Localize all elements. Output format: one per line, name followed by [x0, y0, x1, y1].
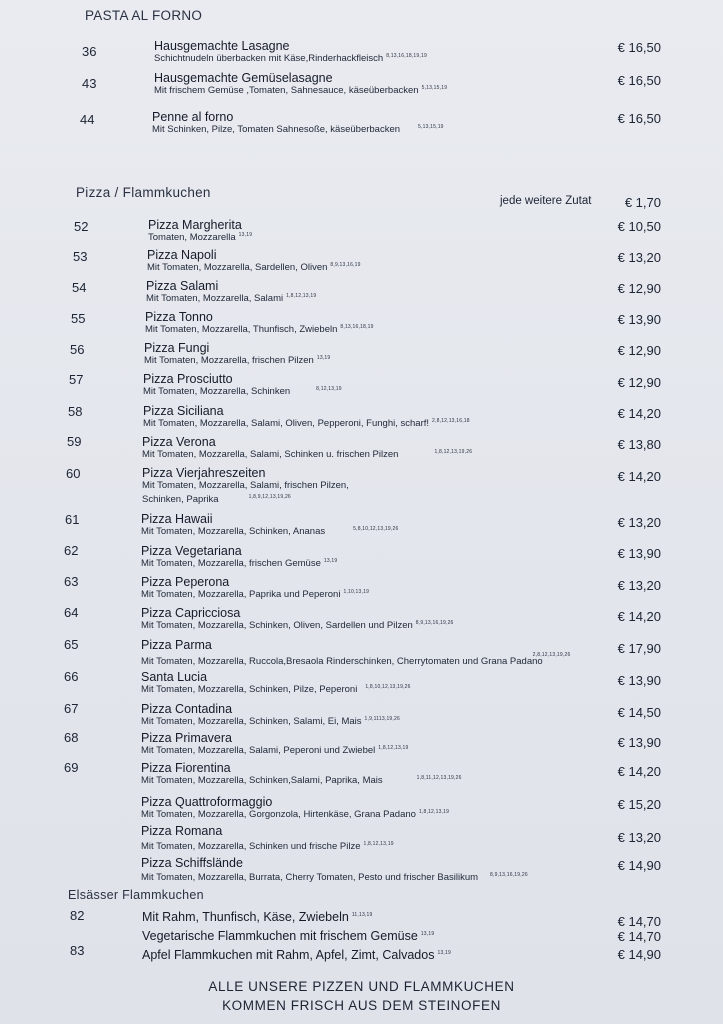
item-number: 69: [64, 760, 79, 775]
item-description: Mit Tomaten, Mozzarella, Schinken,Salami, Paprika, Mais $^{1,8,11,12,13,19,26}$: [141, 775, 462, 787]
item-title: Pizza Capricciosa: [141, 606, 241, 620]
item-title: Pizza Hawaii: [141, 512, 213, 526]
footer-line-2: KOMMEN FRISCH AUS DEM STEINOFEN: [222, 998, 501, 1013]
item-description: Mit Tomaten, Mozzarella, Burrata, Cherry Tomaten, Pesto und frischer Basilikum $^{8,9,13,16,19,26}$: [141, 872, 528, 884]
allergen-codes: 1,8,9,12,13,19,26: [248, 494, 291, 500]
item-description: Tomaten, Mozzarella $^{13,19}$: [148, 232, 253, 244]
allergen-codes: 8,9,13,16,19,26: [415, 620, 454, 626]
item-price: € 13,90: [617, 546, 661, 561]
item-title: Hausgemachte Lasagne: [154, 39, 290, 53]
item-title: Santa Lucia: [141, 670, 208, 684]
allergen-codes: 11,13,19: [351, 911, 373, 918]
item-description: Mit Tomaten, Mozzarella, Paprika und Peperoni $^{1,10,13,19}$: [141, 589, 370, 601]
item-title: Pizza Margherita: [148, 218, 242, 232]
item-title: Pizza Vegetariana: [141, 544, 242, 558]
section-title-pasta: PASTA AL FORNO: [85, 8, 203, 23]
allergen-codes: 2,8,12,13,19,26: [532, 652, 571, 658]
item-description: Mit Tomaten, Mozzarella, Salami $^{1,8,12,13,19}$: [146, 293, 317, 305]
allergen-codes: 2,8,12,13,16,18: [432, 418, 470, 424]
item-description: Mit Tomaten, Mozzarella, Schinken, Pilze, Peperoni $^{1,8,10,12,13,19,26}$: [141, 684, 411, 696]
allergen-codes: 1,9,1113,19,26: [364, 716, 400, 722]
item-title: Pizza Fungi: [144, 341, 210, 355]
allergen-codes: 13,19: [437, 949, 451, 956]
allergen-codes: 1,8,12,13,19: [363, 841, 394, 847]
item-title: Pizza Peperona: [141, 575, 230, 589]
item-number: 66: [64, 669, 79, 684]
item-price: € 14,20: [617, 469, 661, 484]
item-price: € 14,70: [617, 929, 661, 944]
item-price: € 12,90: [617, 343, 661, 358]
item-price: € 13,20: [617, 250, 661, 265]
item-description: Mit Tomaten, Mozzarella, Schinken, Ananas $^{5,8,10,12,13,19,26}$: [141, 526, 399, 538]
item-description: Mit Tomaten, Mozzarella, Schinken und frische Pilze $^{1,8,12,13,19}$: [141, 841, 394, 853]
item-price: € 14,70: [617, 914, 661, 929]
item-price: € 13,20: [617, 830, 661, 845]
allergen-codes: 8,9,13,16,19,26: [490, 872, 528, 878]
item-title: Pizza Parma: [141, 638, 212, 652]
item-number: 63: [64, 574, 79, 589]
item-number: 68: [64, 730, 79, 745]
item-title: Penne al forno: [152, 110, 234, 124]
item-price: € 14,20: [617, 609, 661, 624]
item-title: Pizza Prosciutto: [143, 372, 233, 386]
item-title: Pizza Salami: [146, 279, 219, 293]
item-title: Pizza Vierjahreszeiten: [142, 466, 266, 480]
item-title: Pizza Quattroformaggio: [141, 795, 273, 809]
item-number: 54: [72, 280, 87, 295]
item-number: 61: [65, 512, 80, 527]
allergen-codes: 8,13,16,18,19,19: [386, 53, 427, 59]
allergen-codes: 13,19: [323, 558, 338, 564]
allergen-codes: 13,19: [420, 930, 435, 937]
item-price: € 14,90: [617, 947, 661, 962]
item-description: Mit Tomaten, Mozzarella, Schinken, Oliven, Sardellen und Pilzen $^{8,9,13,16,19,26}$: [141, 620, 454, 632]
item-number: 59: [67, 434, 82, 449]
item-description: Mit Tomaten, Mozzarella, Sardellen, Oliven $^{8,9,13,16,19}$: [147, 262, 361, 274]
item-number: 53: [73, 249, 88, 264]
item-description: Mit Tomaten, Mozzarella, frischen Gemüse $^{13,19}$: [141, 558, 338, 570]
item-description: Schichtnudeln überbacken mit Käse,Rinderhackfleisch $^{8,13,16,18,19,19}$: [154, 53, 427, 65]
item-description: Mit Tomaten, Mozzarella, Salami, Peperoni und Zwiebel $^{1,8,12,13,19}$: [141, 745, 409, 757]
item-number: 83: [70, 943, 85, 958]
item-number: 65: [64, 637, 79, 652]
item-price: € 14,90: [617, 858, 661, 873]
item-price: € 13,20: [617, 578, 661, 593]
item-title: Pizza Siciliana: [143, 404, 224, 418]
item-number: 43: [82, 76, 97, 91]
item-description: Mit Tomaten, Mozzarella, Gorgonzola, Hirtenkäse, Grana Padano $^{1,8,12,13,19}$: [141, 809, 450, 821]
allergen-codes: 1,8,12,13,19: [378, 745, 409, 751]
item-price: € 15,20: [617, 797, 661, 812]
item-number: 82: [70, 908, 85, 923]
item-description: Mit Tomaten, Mozzarella, Salami, Oliven, Pepperoni, Funghi, scharf! $^{2,8,12,13,16,18}$: [143, 418, 470, 430]
item-price: € 16,50: [617, 111, 661, 126]
item-number: 67: [64, 701, 79, 716]
allergen-codes: 5,13,15,19: [421, 85, 448, 91]
section-title-pizza: Pizza / Flammkuchen: [76, 185, 211, 200]
allergen-codes: 8,13,16,18,19: [340, 324, 374, 330]
footer-line-1: ALLE UNSERE PIZZEN UND FLAMMKUCHEN: [208, 979, 515, 994]
allergen-codes: 1,8,12,13,19,26: [434, 449, 473, 455]
allergen-codes: 1,10,13,19: [343, 589, 370, 595]
item-price: € 14,20: [617, 764, 661, 779]
item-price: € 14,50: [617, 705, 661, 720]
item-price: € 13,20: [617, 515, 661, 530]
allergen-codes: 8,9,13,16,19: [330, 262, 361, 268]
item-price: € 13,80: [617, 437, 661, 452]
item-title: Pizza Napoli: [147, 248, 217, 262]
item-description: Mit frischem Gemüse ,Tomaten, Sahnesauce, käseüberbacken $^{5,13,15,19}$: [154, 85, 448, 97]
item-description: Mit Tomaten, Mozzarella, frischen Pilzen $^{13,19}$: [144, 355, 331, 367]
item-number: 55: [71, 311, 86, 326]
item-number: 62: [64, 543, 79, 558]
extra-topping-price: € 1,70: [624, 195, 661, 210]
item-title: Apfel Flammkuchen mit Rahm, Apfel, Zimt, Calvados $^{13,19}$: [142, 948, 451, 962]
item-title: Pizza Schiffslände: [141, 856, 243, 870]
item-number: 64: [64, 605, 79, 620]
extra-topping-label: jede weitere Zutat: [500, 195, 592, 207]
allergen-codes: 1,8,10,12,13,19,26: [365, 684, 411, 690]
item-description: Mit Tomaten, Mozzarella, Schinken $^{8,12,13,19}$: [143, 386, 342, 398]
item-number: 58: [68, 404, 83, 419]
item-title: Vegetarische Flammkuchen mit frischem Gemüse $^{13,19}$: [142, 929, 435, 943]
item-price: € 12,90: [617, 281, 661, 296]
section-title-flammkuchen: Elsässer Flammkuchen: [68, 888, 204, 902]
allergen-codes: 1,8,12,13,19: [286, 293, 317, 299]
item-title: Pizza Contadina: [141, 702, 233, 716]
item-number: 56: [70, 342, 85, 357]
allergen-codes: 5,13,15,19: [418, 124, 444, 130]
allergen-codes: 1,8,12,13,19: [418, 809, 450, 815]
item-title: Pizza Tonno: [145, 310, 213, 324]
item-title: Mit Rahm, Thunfisch, Käse, Zwiebeln $^{11,13,19}$: [142, 910, 373, 924]
item-price: € 16,50: [617, 73, 661, 88]
item-description-continued: Schinken, Paprika $^{1,8,9,12,13,19,26}$: [142, 494, 291, 506]
item-price: € 12,90: [617, 375, 661, 390]
item-title: Pizza Verona: [142, 435, 216, 449]
item-description: Mit Schinken, Pilze, Tomaten Sahnesoße, käseüberbacken $^{5,13,15,19}$: [152, 124, 444, 136]
item-price: € 13,90: [617, 735, 661, 750]
item-title: Pizza Primavera: [141, 731, 232, 745]
allergen-codes: 13,19: [238, 232, 253, 238]
allergen-codes: 1,8,11,12,13,19,26: [416, 775, 462, 781]
item-number: 57: [69, 372, 84, 387]
item-description: Mit Tomaten, Mozzarella, Ruccola,Bresaola Rinderschinken, Cherrytomaten und Grana Padano$^{2,8,12,13,19,26}$: [141, 652, 571, 667]
item-number: 60: [66, 466, 81, 481]
item-price: € 17,90: [617, 641, 661, 656]
item-description: Mit Tomaten, Mozzarella, Thunfisch, Zwiebeln $^{8,13,16,18,19}$: [145, 324, 374, 336]
item-number: 52: [74, 219, 89, 234]
allergen-codes: 13,19: [316, 355, 331, 361]
allergen-codes: 5,8,10,12,13,19,26: [353, 526, 399, 532]
item-description: Mit Tomaten, Mozzarella, Salami, frischen Pilzen,: [142, 480, 349, 491]
item-title: Hausgemachte Gemüselasagne: [154, 71, 333, 85]
item-price: € 14,20: [617, 406, 661, 421]
item-description: Mit Tomaten, Mozzarella, Schinken, Salami, Ei, Mais $^{1,9,1113,19,26}$: [141, 716, 400, 728]
item-price: € 13,90: [617, 673, 661, 688]
item-price: € 16,50: [617, 40, 661, 55]
item-price: € 13,90: [617, 312, 661, 327]
allergen-codes: 8,12,13,19: [316, 386, 342, 392]
item-title: Pizza Fiorentina: [141, 761, 231, 775]
item-description: Mit Tomaten, Mozzarella, Salami, Schinken u. frischen Pilzen $^{1,8,12,13,19,26}$: [142, 449, 473, 461]
item-number: 36: [82, 44, 97, 59]
item-price: € 10,50: [617, 219, 661, 234]
item-title: Pizza Romana: [141, 824, 223, 838]
item-number: 44: [80, 112, 95, 127]
